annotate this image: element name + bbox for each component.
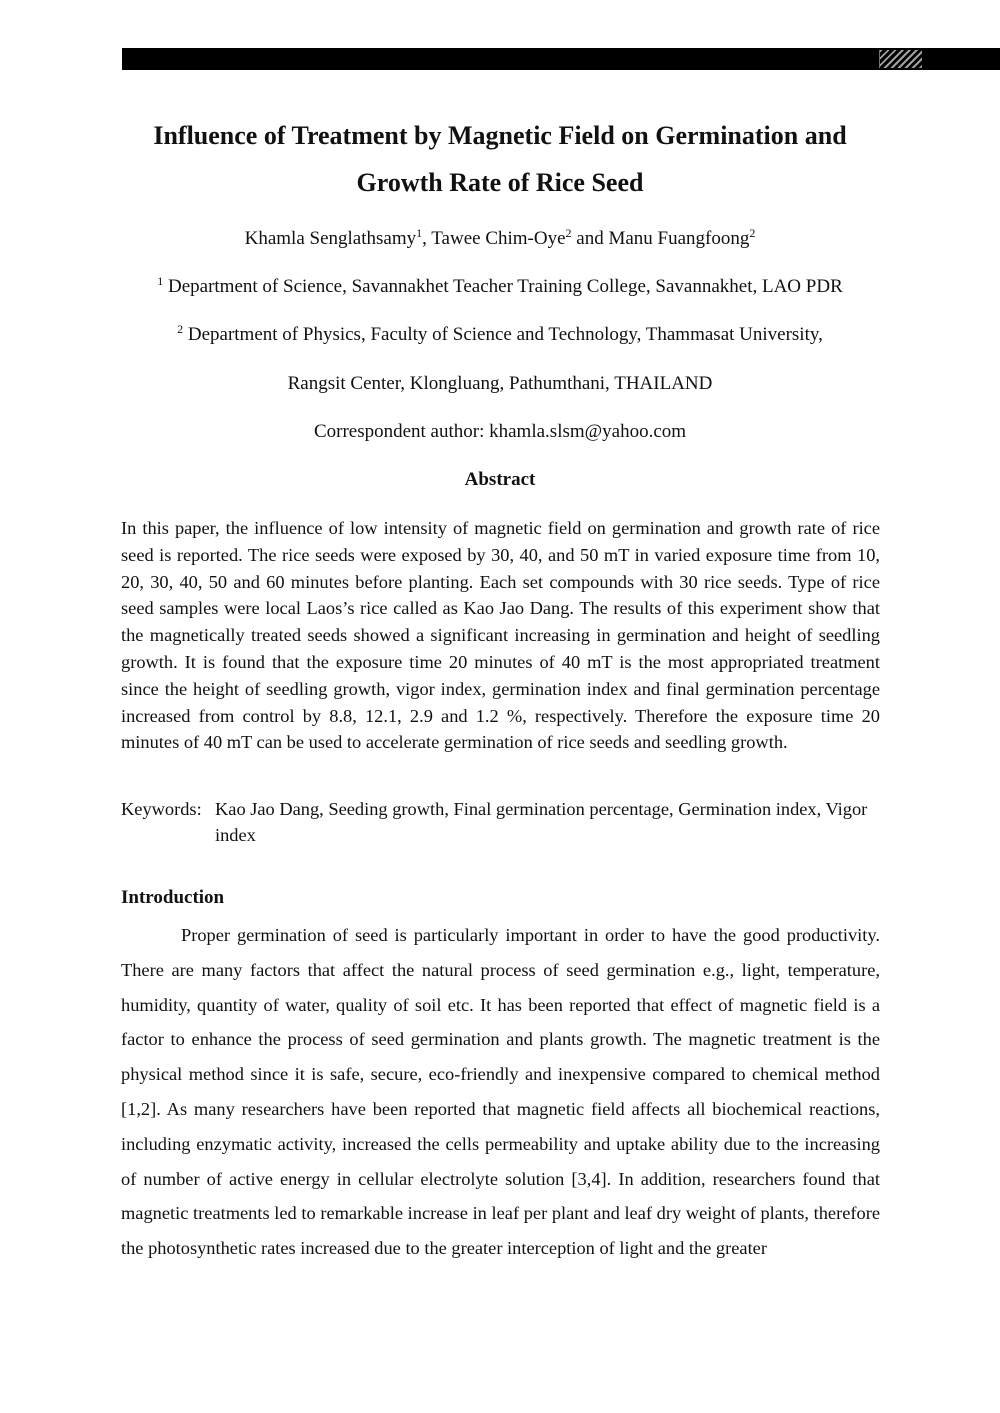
affiliation-2-continued: Rangsit Center, Klongluang, Pathumthani, THAILAND xyxy=(287,373,713,394)
author-line xyxy=(100,227,900,251)
affiliation-superscript: 2 xyxy=(177,322,184,336)
introduction-text: Proper germination of seed is particularly important in order to have the good productivity. There are many factors that affect the natural process of seed germination e.g., light, temperature, humidity, quantity of water, quality of soil etc. It has been reported that effect of magnetic field is a factor to enhance the process of seed germination and plants growth. The magnetic treatment is the physical method since it is safe, secure, eco-friendly and inexpensive compared to chemical method [1,2]. As many researchers have been reported that magnetic field affects all biochemical reactions, including enzymatic activity, increased the cells permeability and uptake ability due to the increasing of number of active energy in cellular electrolyte solution [3,4]. In addition, researchers found that magnetic treatments led to remarkable increase in leaf per plant and leaf dry weight of plants, therefore the photosynthetic rates increased due to the greater interception of light and the greater xyxy=(121,925,880,1259)
author-superscript: 2 xyxy=(565,226,572,240)
keywords-block xyxy=(121,796,880,848)
author-name: Tawee Chim-Oye xyxy=(431,228,566,249)
affiliation-2 xyxy=(100,323,900,347)
keywords-text: Kao Jao Dang, Seeding growth, Final germination percentage, Germination index, Vigor index xyxy=(215,799,868,845)
author-separator: and xyxy=(571,228,609,249)
header-bar xyxy=(122,48,1000,70)
keywords-label: Keywords: xyxy=(121,799,202,819)
affiliation-text: Department of Physics, Faculty of Science and Technology, Thammasat University, xyxy=(183,324,823,345)
affiliation-text: Department of Science, Savannakhet Teacher Training College, Savannakhet, LAO PDR xyxy=(163,276,843,297)
header-page-mark xyxy=(879,50,922,68)
author-superscript: 2 xyxy=(749,226,756,240)
abstract-heading: Abstract xyxy=(464,469,536,490)
author-superscript: 1 xyxy=(416,226,423,240)
affiliation-1 xyxy=(100,275,900,299)
author-name: Khamla Senglathsamy xyxy=(244,228,417,249)
correspondent-author: Correspondent author: khamla.slsm@yahoo.com xyxy=(313,421,687,442)
paper-title: Influence of Treatment by Magnetic Field on Germination and Growth Rate of Rice Seed xyxy=(153,121,847,197)
author-name: Manu Fuangfoong xyxy=(608,228,750,249)
introduction-heading: Introduction xyxy=(121,887,225,908)
affiliation-superscript: 1 xyxy=(157,274,164,288)
abstract-text: In this paper, the influence of low intensity of magnetic field on germination and growth rate of rice seed is reported. The rice seeds were exposed by 30, 40, and 50 mT in varied exposure time from 10, 20, 30, 40, 50 and 60 minutes before planting. Each set compounds with 30 rice seeds. Type of rice seed samples were local Laos’s rice called as Kao Jao Dang. The results of this experiment show that the magnetically treated seeds showed a significant increasing in germination and height of seedling growth. It is found that the exposure time 20 minutes of 40 mT is the most appropriated treatment since the height of seedling growth, vigor index, germination index and final germination percentage increased from control by 8.8, 12.1, 2.9 and 1.2 %, respectively. Therefore the exposure time 20 minutes of 40 mT can be used to accelerate germination of rice seeds and seedling growth. xyxy=(121,518,880,753)
author-separator: , xyxy=(422,228,432,249)
